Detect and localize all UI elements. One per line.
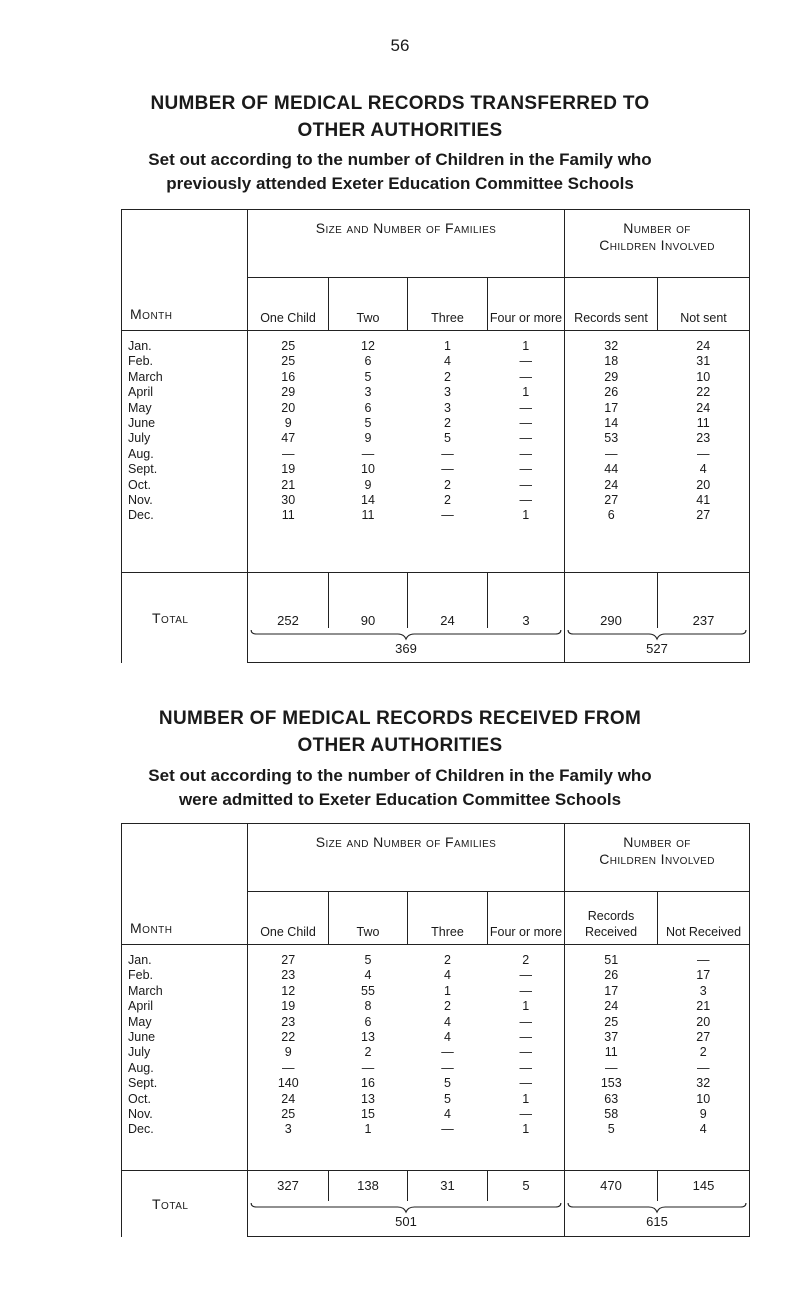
row-value-three: — (441, 1045, 454, 1060)
row-value-not: 2 (699, 1045, 707, 1060)
row-value-three: 4 (444, 1106, 451, 1121)
row-value-one: 140 (277, 1076, 299, 1091)
row-value-four: 1 (522, 508, 530, 523)
row-value-one: 30 (281, 492, 296, 507)
col-not-sent: Not sent (658, 278, 750, 331)
row-value-four: — (519, 400, 532, 415)
row-value-two: 2 (364, 1045, 372, 1060)
children-total-brace (565, 628, 750, 663)
row-value-not: 17 (696, 968, 711, 983)
col-records-sent: Records sent (565, 278, 658, 331)
row-value-records: 25 (604, 1014, 619, 1029)
row-value-four: 1 (522, 1091, 530, 1106)
col-four-or-more: Four or more (488, 892, 565, 945)
row-value-records: 17 (604, 400, 619, 415)
row-value-records: 26 (604, 968, 619, 983)
row-month: Nov. (128, 1106, 153, 1121)
row-value-one: 16 (281, 369, 296, 384)
row-value-not: 21 (696, 999, 711, 1014)
row-value-three: 2 (444, 492, 451, 507)
row-value-two: 13 (361, 1091, 375, 1106)
total-not: 237 (658, 573, 750, 628)
row-value-records: 14 (604, 415, 619, 430)
row-value-three: 5 (444, 431, 451, 446)
row-value-four: — (519, 968, 532, 983)
row-value-records: — (605, 1060, 618, 1075)
row-value-four: — (519, 1060, 532, 1075)
row-month: Oct. (128, 1091, 151, 1106)
row-value-two: 6 (364, 400, 372, 415)
row-value-one: 9 (284, 415, 292, 430)
row-value-two: — (361, 1060, 375, 1075)
children-group-header-line1: Number of (623, 220, 691, 236)
row-value-three: 2 (444, 477, 451, 492)
row-value-two: 4 (364, 968, 372, 983)
row-value-three: 2 (444, 999, 451, 1014)
row-value-records: — (605, 446, 618, 461)
children-total-brace (565, 1201, 750, 1237)
row-value-records: 32 (604, 339, 619, 353)
col-one-child: One Child (248, 278, 329, 331)
families-total-brace (248, 1201, 565, 1237)
row-value-records: 5 (607, 1122, 615, 1137)
transferred-title-line2: OTHER AUTHORITIES (297, 120, 503, 141)
row-value-three: — (441, 508, 454, 523)
row-value-four: — (519, 415, 532, 430)
row-value-not: — (697, 446, 710, 461)
row-month: May (128, 1014, 152, 1029)
children-grand-total: 615 (646, 1213, 668, 1229)
row-value-records: 6 (607, 508, 615, 523)
row-value-three: 5 (444, 1091, 451, 1106)
row-value-not: 24 (696, 339, 711, 353)
total-records: 470 (565, 1171, 658, 1201)
row-value-two: 8 (364, 999, 372, 1014)
transferred-subtitle (30, 148, 770, 196)
row-month: Dec. (128, 508, 154, 523)
row-value-four: — (519, 492, 532, 507)
row-value-not: 41 (696, 492, 711, 507)
families-grand-total: 501 (395, 1213, 417, 1229)
row-value-three: 4 (444, 354, 451, 369)
row-value-three: — (441, 462, 454, 477)
records-column (565, 331, 658, 573)
row-value-not: 20 (696, 477, 711, 492)
row-month: Nov. (128, 492, 153, 507)
month-column (122, 945, 248, 1171)
row-value-two: 16 (361, 1076, 375, 1091)
row-value-records: 63 (604, 1091, 619, 1106)
transferred-subtitle-line2: previously attended Exeter Education Committee Schools (166, 174, 634, 193)
row-value-not: 31 (696, 354, 711, 369)
brace-icon (248, 1201, 564, 1215)
transferred-title (40, 90, 760, 144)
row-value-two: 9 (364, 477, 372, 492)
three-column (408, 331, 488, 573)
row-month: June (128, 1029, 156, 1044)
row-value-not: 23 (696, 431, 711, 446)
row-value-four: — (519, 1014, 532, 1029)
two-column (329, 945, 408, 1171)
row-value-records: 153 (600, 1076, 622, 1091)
received-title-line2: OTHER AUTHORITIES (297, 735, 503, 756)
row-value-two: 5 (364, 369, 372, 384)
row-value-three: 2 (444, 415, 451, 430)
row-month: April (128, 999, 154, 1014)
row-value-two: 11 (361, 508, 375, 523)
row-value-records: 29 (604, 369, 619, 384)
row-value-records: 11 (604, 1045, 618, 1060)
four-or-more-column (488, 331, 565, 573)
children-group-header-line2: Children Involved (599, 237, 715, 253)
row-value-three: — (441, 446, 454, 461)
row-value-four: 2 (522, 953, 530, 967)
row-value-two: 1 (364, 1122, 372, 1137)
received-subtitle-line2: were admitted to Exeter Education Committee Schools (178, 790, 622, 809)
row-month: April (128, 385, 154, 400)
row-month: Feb. (128, 354, 154, 369)
row-value-records: 53 (604, 431, 619, 446)
row-value-one: 23 (281, 968, 296, 983)
row-month: July (128, 431, 151, 446)
total-three: 24 (408, 573, 488, 628)
row-value-four: — (519, 1029, 532, 1044)
row-value-one: 21 (281, 477, 296, 492)
row-value-four: — (519, 431, 532, 446)
row-value-four: — (519, 1076, 532, 1091)
row-value-not: — (697, 1060, 710, 1075)
row-value-four: — (519, 1106, 532, 1121)
row-value-three: 2 (444, 369, 451, 384)
total-four-or-more: 5 (488, 1171, 565, 1201)
row-value-one: 12 (281, 983, 296, 998)
col-three: Three (408, 278, 488, 331)
row-value-three: 1 (444, 339, 451, 353)
children-grand-total: 527 (646, 640, 668, 656)
row-value-two: 12 (361, 339, 375, 353)
month-header: Month (122, 824, 248, 945)
total-four-or-more: 3 (488, 573, 565, 628)
row-month: Jan. (128, 339, 152, 353)
row-value-one: 23 (281, 1014, 296, 1029)
row-value-one: 47 (281, 431, 296, 446)
row-value-records: 24 (604, 477, 619, 492)
records-column (565, 945, 658, 1171)
total-label: Total (122, 1171, 248, 1237)
row-value-records: 51 (604, 953, 619, 967)
children-group-header (565, 210, 750, 278)
row-value-not: 9 (699, 1106, 707, 1121)
row-value-one: 25 (281, 339, 296, 353)
row-month: March (128, 369, 163, 384)
transferred-body (122, 331, 750, 573)
row-value-two: 5 (364, 953, 372, 967)
one-child-column (248, 331, 329, 573)
col-one-child: One Child (248, 892, 329, 945)
one-child-column (248, 945, 329, 1171)
row-value-not: 22 (696, 385, 711, 400)
families-group-header: Size and Number of Families (248, 210, 565, 278)
received-subtitle (30, 764, 770, 812)
row-value-one: 25 (281, 354, 296, 369)
row-value-two: 10 (361, 462, 375, 477)
row-value-four: 1 (522, 385, 530, 400)
row-value-records: 27 (604, 492, 619, 507)
row-value-three: — (441, 1122, 454, 1137)
row-value-not: — (697, 953, 710, 967)
row-value-three: 2 (444, 953, 451, 967)
row-month: Oct. (128, 477, 151, 492)
row-value-three: — (441, 1060, 454, 1075)
row-value-records: 58 (604, 1106, 619, 1121)
families-group-header: Size and Number of Families (248, 824, 565, 892)
col-not-received: Not Received (658, 892, 750, 945)
row-value-one: — (282, 1060, 295, 1075)
row-value-four: 1 (522, 1122, 530, 1137)
row-value-two: 14 (361, 492, 375, 507)
row-value-not: 10 (696, 1091, 711, 1106)
row-value-one: 29 (281, 385, 296, 400)
row-value-one: 25 (281, 1106, 296, 1121)
row-value-four: — (519, 446, 532, 461)
row-value-one: 22 (281, 1029, 296, 1044)
row-value-one: 19 (281, 999, 296, 1014)
row-value-three: 4 (444, 968, 451, 983)
row-value-one: 19 (281, 462, 296, 477)
row-value-three: 1 (444, 983, 451, 998)
col-records-received: Records Received (565, 892, 658, 945)
row-value-three: 5 (444, 1076, 451, 1091)
row-value-four: 1 (522, 339, 530, 353)
total-records: 290 (565, 573, 658, 628)
row-month: Feb. (128, 968, 154, 983)
total-label: Total (122, 573, 248, 663)
brace-icon (248, 628, 564, 642)
row-value-records: 17 (604, 983, 619, 998)
page-number: 56 (390, 36, 410, 55)
row-value-two: 15 (361, 1106, 375, 1121)
row-value-records: 26 (604, 385, 619, 400)
row-value-one: 20 (281, 400, 296, 415)
row-value-two: 13 (361, 1029, 375, 1044)
row-value-two: 55 (361, 983, 375, 998)
row-value-not: 24 (696, 400, 711, 415)
received-table (121, 823, 750, 1237)
row-value-two: 5 (364, 415, 372, 430)
received-title (40, 705, 760, 759)
children-group-header-line1: Number of (623, 834, 691, 850)
row-value-not: 20 (696, 1014, 711, 1029)
row-value-three: 3 (444, 385, 451, 400)
three-column (408, 945, 488, 1171)
row-month: Aug. (128, 446, 154, 461)
row-value-not: 10 (696, 369, 711, 384)
row-value-not: 4 (699, 462, 707, 477)
row-month: Sept. (128, 462, 158, 477)
row-value-not: 32 (696, 1076, 711, 1091)
total-one-child: 252 (248, 573, 329, 628)
not-column (658, 945, 750, 1171)
transferred-title-line1: NUMBER OF MEDICAL RECORDS TRANSFERRED TO (150, 93, 650, 114)
row-month: Sept. (128, 1076, 158, 1091)
row-month: June (128, 415, 156, 430)
families-grand-total: 369 (395, 640, 417, 656)
row-value-two: — (361, 446, 375, 461)
received-title-line1: NUMBER OF MEDICAL RECORDS RECEIVED FROM (158, 708, 642, 729)
row-month: July (128, 1045, 151, 1060)
col-three: Three (408, 892, 488, 945)
row-value-not: 27 (696, 1029, 711, 1044)
received-body (122, 945, 750, 1171)
row-value-four: — (519, 477, 532, 492)
brace-icon (565, 1201, 749, 1215)
children-group-header (565, 824, 750, 892)
row-month: Aug. (128, 1060, 154, 1075)
row-value-one: — (282, 446, 295, 461)
col-two: Two (329, 892, 408, 945)
received-subtitle-line1: Set out according to the number of Children in the Family who (148, 766, 652, 785)
total-one-child: 327 (248, 1171, 329, 1201)
total-three: 31 (408, 1171, 488, 1201)
transferred-subtitle-line1: Set out according to the number of Children in the Family who (148, 150, 652, 169)
transferred-table (121, 209, 750, 663)
row-value-four: 1 (522, 999, 530, 1014)
row-value-three: 3 (444, 400, 451, 415)
row-value-not: 27 (696, 508, 711, 523)
row-value-two: 6 (364, 1014, 372, 1029)
row-month: Dec. (128, 1122, 154, 1137)
row-month: Jan. (128, 953, 152, 967)
brace-icon (565, 628, 749, 642)
row-value-four: — (519, 1045, 532, 1060)
four-or-more-column (488, 945, 565, 1171)
row-value-four: — (519, 369, 532, 384)
row-value-not: 11 (696, 415, 710, 430)
total-not: 145 (658, 1171, 750, 1201)
two-column (329, 331, 408, 573)
row-value-one: 24 (281, 1091, 296, 1106)
children-group-header-line2: Children Involved (599, 851, 715, 867)
row-value-one: 9 (284, 1045, 292, 1060)
row-value-one: 3 (284, 1122, 292, 1137)
row-value-records: 37 (604, 1029, 619, 1044)
row-value-four: — (519, 354, 532, 369)
row-value-records: 18 (604, 354, 619, 369)
row-value-four: — (519, 983, 532, 998)
row-value-two: 9 (364, 431, 372, 446)
row-value-two: 6 (364, 354, 372, 369)
month-header: Month (122, 210, 248, 331)
row-value-not: 4 (699, 1122, 707, 1137)
row-month: March (128, 983, 163, 998)
families-total-brace (248, 628, 565, 663)
col-two: Two (329, 278, 408, 331)
row-value-two: 3 (364, 385, 372, 400)
not-column (658, 331, 750, 573)
row-value-not: 3 (699, 983, 707, 998)
total-two: 138 (329, 1171, 408, 1201)
row-value-four: — (519, 462, 532, 477)
total-two: 90 (329, 573, 408, 628)
month-column (122, 331, 248, 573)
row-value-records: 24 (604, 999, 619, 1014)
col-four-or-more: Four or more (488, 278, 565, 331)
row-value-three: 4 (444, 1014, 451, 1029)
row-value-records: 44 (604, 462, 619, 477)
row-value-one: 27 (281, 953, 296, 967)
row-value-one: 11 (281, 508, 295, 523)
row-month: May (128, 400, 152, 415)
row-value-three: 4 (444, 1029, 451, 1044)
